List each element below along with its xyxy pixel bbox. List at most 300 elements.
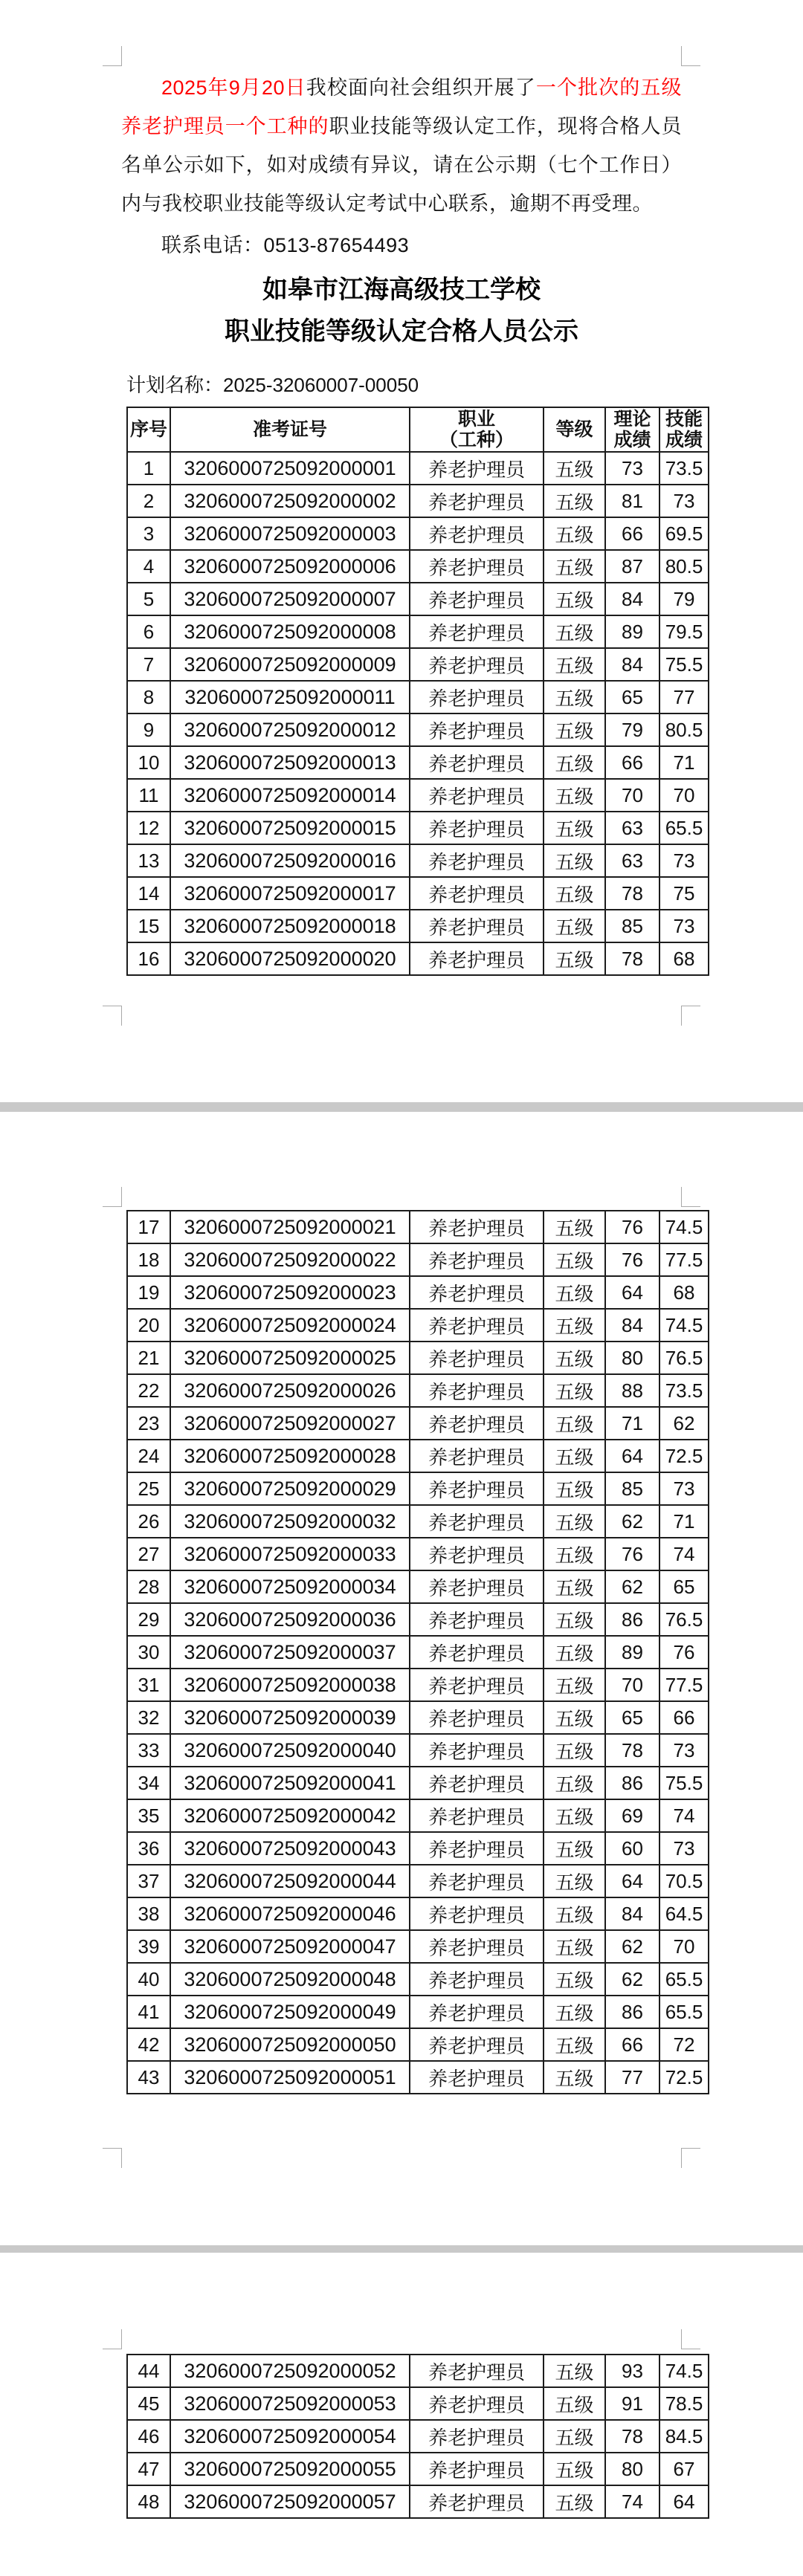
table-row bbox=[127, 648, 709, 681]
cell-level: 五级 bbox=[544, 1276, 605, 1309]
cell-level: 五级 bbox=[544, 1309, 605, 1342]
cell-level: 五级 bbox=[544, 1799, 605, 1832]
table-row bbox=[127, 844, 709, 877]
cell-level: 五级 bbox=[544, 681, 605, 713]
cell-occupation: 养老护理员 bbox=[410, 1505, 544, 1538]
cell-level: 五级 bbox=[544, 1342, 605, 1374]
cell-seq: 23 bbox=[127, 1407, 170, 1440]
cell-level: 五级 bbox=[544, 1865, 605, 1897]
cell-seq: 27 bbox=[127, 1538, 170, 1570]
contact-phone-line: 联系电话：0513-87654493 bbox=[161, 234, 410, 256]
cell-skill-score: 75.5 bbox=[660, 1767, 709, 1799]
cell-level: 五级 bbox=[544, 1832, 605, 1865]
cell-ticket: 3206000725092000051 bbox=[170, 2061, 410, 2094]
table-row bbox=[127, 1309, 709, 1342]
table-row bbox=[127, 550, 709, 583]
cell-occupation: 养老护理员 bbox=[410, 1865, 544, 1897]
cell-theory-score: 63 bbox=[605, 844, 660, 877]
cell-ticket: 3206000725092000049 bbox=[170, 1996, 410, 2028]
cell-ticket: 3206000725092000003 bbox=[170, 517, 410, 550]
notice-text bbox=[121, 68, 682, 223]
cell-theory-score: 79 bbox=[605, 713, 660, 746]
table-row bbox=[127, 2355, 709, 2387]
cell-occupation: 养老护理员 bbox=[410, 1440, 544, 1472]
cell-level: 五级 bbox=[544, 877, 605, 910]
cell-ticket: 3206000725092000002 bbox=[170, 485, 410, 517]
cell-level: 五级 bbox=[544, 1963, 605, 1996]
cell-occupation: 养老护理员 bbox=[410, 1472, 544, 1505]
cell-occupation: 养老护理员 bbox=[410, 2420, 544, 2453]
cell-skill-score: 72 bbox=[660, 2028, 709, 2061]
table-row bbox=[127, 517, 709, 550]
cell-theory-score: 64 bbox=[605, 1865, 660, 1897]
cell-skill-score: 68 bbox=[660, 1276, 709, 1309]
cell-ticket: 3206000725092000024 bbox=[170, 1309, 410, 1342]
cell-occupation: 养老护理员 bbox=[410, 1897, 544, 1930]
cell-skill-score: 77.5 bbox=[660, 1243, 709, 1276]
cell-level: 五级 bbox=[544, 812, 605, 844]
col-header-seq: 序号 bbox=[127, 407, 170, 452]
cell-theory-score: 66 bbox=[605, 2028, 660, 2061]
cell-seq: 11 bbox=[127, 779, 170, 812]
cell-level: 五级 bbox=[544, 1407, 605, 1440]
cell-theory-score: 84 bbox=[605, 1309, 660, 1342]
cell-skill-score: 76 bbox=[660, 1636, 709, 1669]
cell-occupation: 养老护理员 bbox=[410, 1996, 544, 2028]
cell-skill-score: 69.5 bbox=[660, 517, 709, 550]
cell-skill-score: 65.5 bbox=[660, 1963, 709, 1996]
cell-occupation: 养老护理员 bbox=[410, 2485, 544, 2518]
table-row bbox=[127, 1669, 709, 1701]
cell-theory-score: 89 bbox=[605, 615, 660, 648]
cell-level: 五级 bbox=[544, 452, 605, 485]
table-row bbox=[127, 2485, 709, 2518]
cell-level: 五级 bbox=[544, 2061, 605, 2094]
cell-level: 五级 bbox=[544, 1374, 605, 1407]
cell-theory-score: 80 bbox=[605, 2453, 660, 2485]
cell-skill-score: 65.5 bbox=[660, 812, 709, 844]
cell-skill-score: 72.5 bbox=[660, 1440, 709, 1472]
cell-level: 五级 bbox=[544, 1996, 605, 2028]
cell-ticket: 3206000725092000015 bbox=[170, 812, 410, 844]
table-row bbox=[127, 1570, 709, 1603]
cell-ticket: 3206000725092000033 bbox=[170, 1538, 410, 1570]
cell-ticket: 3206000725092000018 bbox=[170, 910, 410, 942]
cell-level: 五级 bbox=[544, 2387, 605, 2420]
cell-seq: 5 bbox=[127, 583, 170, 615]
cell-occupation: 养老护理员 bbox=[410, 1342, 544, 1374]
cell-seq: 32 bbox=[127, 1701, 170, 1734]
table-row bbox=[127, 1930, 709, 1963]
announcement-title: 职业技能等级认定合格人员公示 bbox=[225, 317, 578, 346]
cell-ticket: 3206000725092000027 bbox=[170, 1407, 410, 1440]
cell-ticket: 3206000725092000028 bbox=[170, 1440, 410, 1472]
table-row bbox=[127, 1440, 709, 1472]
table-row bbox=[127, 746, 709, 779]
cell-ticket: 3206000725092000009 bbox=[170, 648, 410, 681]
results-table-page-3 bbox=[126, 2354, 709, 2519]
table-row bbox=[127, 942, 709, 975]
table-header-row bbox=[127, 407, 709, 452]
cell-occupation: 养老护理员 bbox=[410, 1636, 544, 1669]
cell-seq: 20 bbox=[127, 1309, 170, 1342]
cell-occupation: 养老护理员 bbox=[410, 812, 544, 844]
cell-theory-score: 62 bbox=[605, 1963, 660, 1996]
cell-skill-score: 64 bbox=[660, 2485, 709, 2518]
cell-theory-score: 74 bbox=[605, 2485, 660, 2518]
table-row bbox=[127, 452, 709, 485]
cell-seq: 39 bbox=[127, 1930, 170, 1963]
cell-level: 五级 bbox=[544, 713, 605, 746]
cell-seq: 41 bbox=[127, 1996, 170, 2028]
cell-occupation: 养老护理员 bbox=[410, 1963, 544, 1996]
cell-seq: 29 bbox=[127, 1603, 170, 1636]
cell-ticket: 3206000725092000016 bbox=[170, 844, 410, 877]
notice-date-highlight: 2025年9月20日 bbox=[161, 77, 306, 99]
cell-seq: 18 bbox=[127, 1243, 170, 1276]
cell-theory-score: 65 bbox=[605, 1701, 660, 1734]
cell-occupation: 养老护理员 bbox=[410, 2028, 544, 2061]
cell-level: 五级 bbox=[544, 2355, 605, 2387]
cell-seq: 2 bbox=[127, 485, 170, 517]
table-row bbox=[127, 615, 709, 648]
cell-theory-score: 93 bbox=[605, 2355, 660, 2387]
cell-skill-score: 74.5 bbox=[660, 2355, 709, 2387]
cell-ticket: 3206000725092000029 bbox=[170, 1472, 410, 1505]
table-row bbox=[127, 1603, 709, 1636]
cell-theory-score: 65 bbox=[605, 681, 660, 713]
cell-level: 五级 bbox=[544, 942, 605, 975]
cell-occupation: 养老护理员 bbox=[410, 517, 544, 550]
cell-theory-score: 91 bbox=[605, 2387, 660, 2420]
col-header-theory: 理论 成绩 bbox=[605, 407, 660, 452]
cell-occupation: 养老护理员 bbox=[410, 942, 544, 975]
cell-seq: 42 bbox=[127, 2028, 170, 2061]
cell-skill-score: 68 bbox=[660, 942, 709, 975]
cell-ticket: 3206000725092000020 bbox=[170, 942, 410, 975]
table-row bbox=[127, 1342, 709, 1374]
table-row bbox=[127, 2420, 709, 2453]
cell-level: 五级 bbox=[544, 1767, 605, 1799]
cell-skill-score: 73.5 bbox=[660, 452, 709, 485]
cell-level: 五级 bbox=[544, 583, 605, 615]
cell-occupation: 养老护理员 bbox=[410, 2355, 544, 2387]
cell-ticket: 3206000725092000011 bbox=[170, 681, 410, 713]
cell-skill-score: 73 bbox=[660, 1472, 709, 1505]
cell-skill-score: 74 bbox=[660, 1538, 709, 1570]
cell-ticket: 3206000725092000038 bbox=[170, 1669, 410, 1701]
cell-skill-score: 75 bbox=[660, 877, 709, 910]
table-row bbox=[127, 2061, 709, 2094]
notice-body-2: 职业技能等级认定工作，现将合格人员名单公示如下，如对成绩有异议，请在公示期（七个工作日）内与我校职业技能等级认定考试中心联系，逾期不再受理。 bbox=[121, 115, 683, 215]
cell-seq: 8 bbox=[127, 681, 170, 713]
table-row bbox=[127, 1963, 709, 1996]
cell-skill-score: 74.5 bbox=[660, 1211, 709, 1243]
cell-occupation: 养老护理员 bbox=[410, 910, 544, 942]
cell-occupation: 养老护理员 bbox=[410, 2387, 544, 2420]
cell-level: 五级 bbox=[544, 746, 605, 779]
cell-theory-score: 63 bbox=[605, 812, 660, 844]
cell-theory-score: 88 bbox=[605, 1374, 660, 1407]
margin-mark-top-left bbox=[103, 46, 122, 66]
cell-ticket: 3206000725092000052 bbox=[170, 2355, 410, 2387]
cell-skill-score: 73 bbox=[660, 1734, 709, 1767]
cell-theory-score: 85 bbox=[605, 910, 660, 942]
notice-paragraph bbox=[121, 68, 682, 223]
cell-ticket: 3206000725092000021 bbox=[170, 1211, 410, 1243]
table-row bbox=[127, 1211, 709, 1243]
cell-occupation: 养老护理员 bbox=[410, 452, 544, 485]
table-row bbox=[127, 1505, 709, 1538]
cell-seq: 4 bbox=[127, 550, 170, 583]
cell-occupation: 养老护理员 bbox=[410, 1930, 544, 1963]
cell-level: 五级 bbox=[544, 1734, 605, 1767]
cell-occupation: 养老护理员 bbox=[410, 2453, 544, 2485]
results-table-page-1 bbox=[126, 407, 709, 976]
cell-skill-score: 72.5 bbox=[660, 2061, 709, 2094]
cell-theory-score: 81 bbox=[605, 485, 660, 517]
cell-theory-score: 76 bbox=[605, 1211, 660, 1243]
cell-skill-score: 73 bbox=[660, 910, 709, 942]
cell-seq: 33 bbox=[127, 1734, 170, 1767]
cell-theory-score: 60 bbox=[605, 1832, 660, 1865]
cell-level: 五级 bbox=[544, 1211, 605, 1243]
cell-seq: 3 bbox=[127, 517, 170, 550]
cell-level: 五级 bbox=[544, 2028, 605, 2061]
cell-seq: 45 bbox=[127, 2387, 170, 2420]
cell-theory-score: 87 bbox=[605, 550, 660, 583]
cell-seq: 48 bbox=[127, 2485, 170, 2518]
cell-seq: 36 bbox=[127, 1832, 170, 1865]
cell-seq: 43 bbox=[127, 2061, 170, 2094]
cell-occupation: 养老护理员 bbox=[410, 583, 544, 615]
cell-ticket: 3206000725092000040 bbox=[170, 1734, 410, 1767]
cell-occupation: 养老护理员 bbox=[410, 1570, 544, 1603]
cell-level: 五级 bbox=[544, 910, 605, 942]
cell-theory-score: 84 bbox=[605, 1897, 660, 1930]
cell-level: 五级 bbox=[544, 844, 605, 877]
cell-skill-score: 84.5 bbox=[660, 2420, 709, 2453]
cell-theory-score: 78 bbox=[605, 942, 660, 975]
cell-ticket: 3206000725092000041 bbox=[170, 1767, 410, 1799]
table-row bbox=[127, 1832, 709, 1865]
cell-seq: 19 bbox=[127, 1276, 170, 1309]
cell-level: 五级 bbox=[544, 779, 605, 812]
cell-level: 五级 bbox=[544, 2485, 605, 2518]
cell-skill-score: 64.5 bbox=[660, 1897, 709, 1930]
cell-skill-score: 80.5 bbox=[660, 550, 709, 583]
cell-seq: 38 bbox=[127, 1897, 170, 1930]
cell-occupation: 养老护理员 bbox=[410, 877, 544, 910]
results-table-page-2 bbox=[126, 1210, 709, 2094]
cell-seq: 40 bbox=[127, 1963, 170, 1996]
cell-skill-score: 62 bbox=[660, 1407, 709, 1440]
cell-occupation: 养老护理员 bbox=[410, 746, 544, 779]
cell-theory-score: 86 bbox=[605, 1996, 660, 2028]
document-page-2 bbox=[0, 1112, 803, 2245]
cell-ticket: 3206000725092000026 bbox=[170, 1374, 410, 1407]
cell-theory-score: 76 bbox=[605, 1243, 660, 1276]
table-row bbox=[127, 1767, 709, 1799]
cell-seq: 47 bbox=[127, 2453, 170, 2485]
cell-skill-score: 76.5 bbox=[660, 1342, 709, 1374]
cell-seq: 31 bbox=[127, 1669, 170, 1701]
cell-skill-score: 73.5 bbox=[660, 1374, 709, 1407]
cell-theory-score: 78 bbox=[605, 877, 660, 910]
cell-skill-score: 73 bbox=[660, 844, 709, 877]
cell-occupation: 养老护理员 bbox=[410, 1309, 544, 1342]
cell-ticket: 3206000725092000039 bbox=[170, 1701, 410, 1734]
table-row bbox=[127, 1276, 709, 1309]
table-row bbox=[127, 2028, 709, 2061]
cell-occupation: 养老护理员 bbox=[410, 648, 544, 681]
table-row bbox=[127, 485, 709, 517]
cell-theory-score: 62 bbox=[605, 1505, 660, 1538]
cell-seq: 34 bbox=[127, 1767, 170, 1799]
cell-ticket: 3206000725092000014 bbox=[170, 779, 410, 812]
table-row bbox=[127, 583, 709, 615]
cell-ticket: 3206000725092000022 bbox=[170, 1243, 410, 1276]
cell-occupation: 养老护理员 bbox=[410, 550, 544, 583]
margin-mark-top-right bbox=[681, 1187, 700, 1207]
cell-seq: 14 bbox=[127, 877, 170, 910]
cell-theory-score: 73 bbox=[605, 452, 660, 485]
cell-skill-score: 67 bbox=[660, 2453, 709, 2485]
cell-seq: 7 bbox=[127, 648, 170, 681]
cell-ticket: 3206000725092000001 bbox=[170, 452, 410, 485]
cell-level: 五级 bbox=[544, 1505, 605, 1538]
cell-seq: 35 bbox=[127, 1799, 170, 1832]
cell-seq: 24 bbox=[127, 1440, 170, 1472]
page-separator bbox=[0, 2245, 803, 2253]
cell-ticket: 3206000725092000013 bbox=[170, 746, 410, 779]
cell-ticket: 3206000725092000042 bbox=[170, 1799, 410, 1832]
margin-mark-top-left bbox=[103, 2329, 122, 2349]
cell-ticket: 3206000725092000012 bbox=[170, 713, 410, 746]
cell-level: 五级 bbox=[544, 648, 605, 681]
cell-skill-score: 74 bbox=[660, 1799, 709, 1832]
cell-theory-score: 70 bbox=[605, 1669, 660, 1701]
cell-occupation: 养老护理员 bbox=[410, 615, 544, 648]
cell-seq: 26 bbox=[127, 1505, 170, 1538]
cell-skill-score: 70 bbox=[660, 779, 709, 812]
cell-level: 五级 bbox=[544, 1538, 605, 1570]
cell-level: 五级 bbox=[544, 550, 605, 583]
col-header-occupation: 职业 （工种） bbox=[410, 407, 544, 452]
cell-level: 五级 bbox=[544, 1897, 605, 1930]
notice-batch-highlight: 一个批次的五级养老护理员一个工种的 bbox=[121, 77, 682, 137]
cell-level: 五级 bbox=[544, 1603, 605, 1636]
cell-level: 五级 bbox=[544, 615, 605, 648]
margin-mark-bottom-left bbox=[103, 1006, 122, 1026]
col-header-level: 等级 bbox=[544, 407, 605, 452]
cell-seq: 22 bbox=[127, 1374, 170, 1407]
cell-theory-score: 69 bbox=[605, 1799, 660, 1832]
cell-occupation: 养老护理员 bbox=[410, 1243, 544, 1276]
table-row bbox=[127, 1734, 709, 1767]
cell-seq: 37 bbox=[127, 1865, 170, 1897]
cell-ticket: 3206000725092000050 bbox=[170, 2028, 410, 2061]
document-page-1 bbox=[0, 0, 803, 1102]
cell-occupation: 养老护理员 bbox=[410, 1799, 544, 1832]
cell-occupation: 养老护理员 bbox=[410, 2061, 544, 2094]
cell-ticket: 3206000725092000032 bbox=[170, 1505, 410, 1538]
table-row bbox=[127, 1636, 709, 1669]
cell-ticket: 3206000725092000008 bbox=[170, 615, 410, 648]
cell-theory-score: 86 bbox=[605, 1767, 660, 1799]
col-header-ticket: 准考证号 bbox=[170, 407, 410, 452]
cell-seq: 10 bbox=[127, 746, 170, 779]
cell-occupation: 养老护理员 bbox=[410, 1701, 544, 1734]
cell-theory-score: 70 bbox=[605, 779, 660, 812]
cell-seq: 21 bbox=[127, 1342, 170, 1374]
margin-mark-bottom-left bbox=[103, 2148, 122, 2168]
cell-seq: 30 bbox=[127, 1636, 170, 1669]
cell-theory-score: 76 bbox=[605, 1538, 660, 1570]
table-row bbox=[127, 1472, 709, 1505]
cell-skill-score: 76.5 bbox=[660, 1603, 709, 1636]
cell-level: 五级 bbox=[544, 1930, 605, 1963]
cell-level: 五级 bbox=[544, 1570, 605, 1603]
cell-seq: 16 bbox=[127, 942, 170, 975]
cell-level: 五级 bbox=[544, 2420, 605, 2453]
cell-seq: 44 bbox=[127, 2355, 170, 2387]
page-separator bbox=[0, 1102, 803, 1112]
table-row bbox=[127, 1996, 709, 2028]
cell-seq: 12 bbox=[127, 812, 170, 844]
cell-skill-score: 70.5 bbox=[660, 1865, 709, 1897]
cell-ticket: 3206000725092000037 bbox=[170, 1636, 410, 1669]
cell-occupation: 养老护理员 bbox=[410, 1407, 544, 1440]
cell-ticket: 3206000725092000055 bbox=[170, 2453, 410, 2485]
cell-seq: 13 bbox=[127, 844, 170, 877]
table-row bbox=[127, 1701, 709, 1734]
table-row bbox=[127, 1243, 709, 1276]
cell-skill-score: 77 bbox=[660, 681, 709, 713]
margin-mark-bottom-right bbox=[681, 1006, 700, 1026]
cell-seq: 28 bbox=[127, 1570, 170, 1603]
cell-ticket: 3206000725092000053 bbox=[170, 2387, 410, 2420]
cell-skill-score: 70 bbox=[660, 1930, 709, 1963]
cell-theory-score: 66 bbox=[605, 746, 660, 779]
cell-level: 五级 bbox=[544, 517, 605, 550]
cell-theory-score: 89 bbox=[605, 1636, 660, 1669]
cell-occupation: 养老护理员 bbox=[410, 1276, 544, 1309]
cell-theory-score: 86 bbox=[605, 1603, 660, 1636]
cell-theory-score: 78 bbox=[605, 1734, 660, 1767]
cell-theory-score: 66 bbox=[605, 517, 660, 550]
cell-occupation: 养老护理员 bbox=[410, 1832, 544, 1865]
margin-mark-top-right bbox=[681, 2329, 700, 2349]
cell-ticket: 3206000725092000017 bbox=[170, 877, 410, 910]
cell-theory-score: 62 bbox=[605, 1570, 660, 1603]
table-row bbox=[127, 1374, 709, 1407]
table-row bbox=[127, 1865, 709, 1897]
cell-level: 五级 bbox=[544, 1472, 605, 1505]
table-row bbox=[127, 812, 709, 844]
cell-seq: 6 bbox=[127, 615, 170, 648]
cell-theory-score: 64 bbox=[605, 1276, 660, 1309]
cell-occupation: 养老护理员 bbox=[410, 1734, 544, 1767]
table-row bbox=[127, 1897, 709, 1930]
table-row bbox=[127, 2453, 709, 2485]
table-row bbox=[127, 1538, 709, 1570]
table-row bbox=[127, 1407, 709, 1440]
cell-level: 五级 bbox=[544, 1701, 605, 1734]
cell-skill-score: 78.5 bbox=[660, 2387, 709, 2420]
cell-level: 五级 bbox=[544, 1669, 605, 1701]
table-row bbox=[127, 910, 709, 942]
